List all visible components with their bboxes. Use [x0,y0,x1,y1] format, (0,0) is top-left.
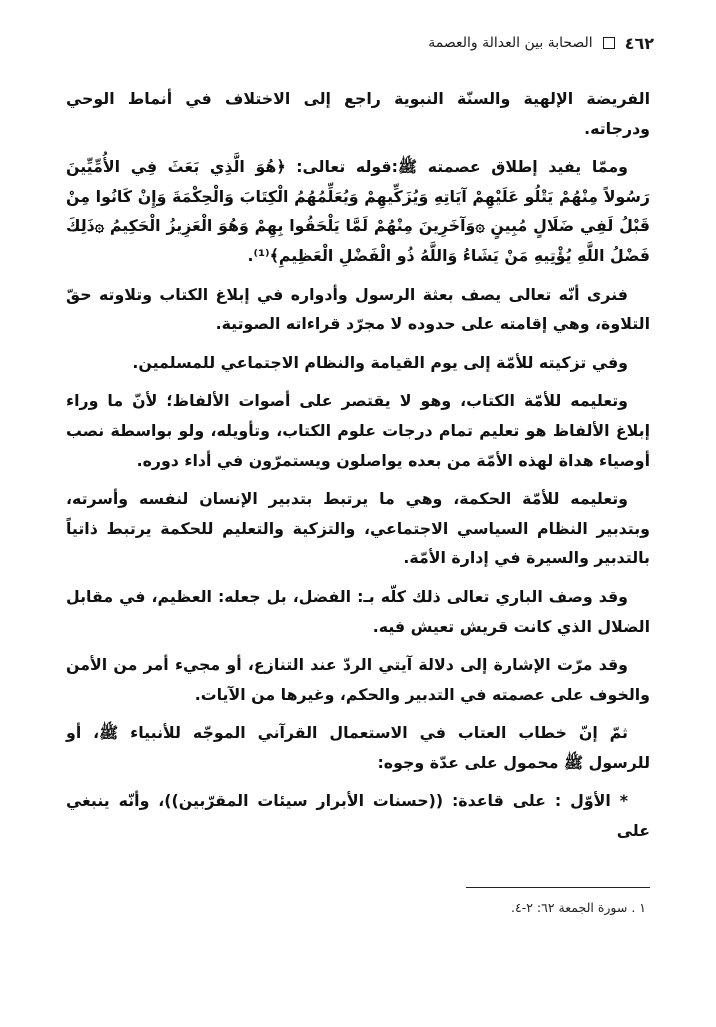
paragraph: * الأوّل : على قاعدة: ((حسنات الأبرار سيئات المقرّبين))، وأنّه ينبغي على [66,791,650,841]
body-text [66,84,650,855]
footnote: ١ . سورة الجمعة ٦٢: ٢-٤. [511,900,646,915]
paragraph: الفريضة الإلهية والسنّة النبوية راجع إلى الاختلاف في أنماط الوحي ودرجاته. [66,89,650,138]
footnote-divider [466,887,650,888]
running-title: الصحابة بين العدالة والعصمة [428,35,593,51]
page-number: ٤٦٢ [624,33,654,53]
header-square-icon [603,37,615,49]
paragraph: وفي تزكيته للأمّة إلى يوم القيامة والنظام الاجتماعي للمسلمين. [132,352,628,372]
paragraph: وتعليمه للأمّة الكتاب، وهو لا يقتصر على أصوات الألفاظ؛ لأنّ ما وراء إبلاغ الألفاظ هو تعليم تمام درجات علوم الكتاب، وتأويله، ولو بواسطة نصب أوصياء هداة لهذه الأمّة من بعده يواصلون ويستمرّون في أداء دوره. [66,391,650,470]
running-header [62,30,654,56]
paragraph: وتعليمه للأمّة الحكمة، وهي ما يرتبط بتدبير الإنسان لنفسه وأسرته، وبتدبير النظام السياسي الاجتماعي، والتزكية والتعليم للحكمة يرتبط ذاتياً بالتدبير والسيرة في إدارة الأمّة. [66,489,650,568]
header-spacer [62,43,418,44]
paragraph: وقد مرّت الإشارة إلى دلالة آيتي الردّ عند التنازع، أو مجيء أمر من الأمن والخوف على عصمته في التدبير والحكم، وغيرها من الآيات. [66,655,650,704]
paragraph: ثمّ إنّ خطاب العتاب في الاستعمال القرآني الموجّه للأنبياء ﷺ، أو للرسول ﷺ محمول على عدّة وجوه: [66,723,650,772]
paragraph: فنرى أنّه تعالى يصف بعثة الرسول وأدواره في إبلاغ الكتاب وتلاوته حقّ التلاوة، وهي إقامته على حدوده لا مجرّد قراءاته الصوتية. [66,284,650,334]
paragraph: وقد وصف الباري تعالى ذلك كلّه بـ: الفضل، بل جعله: العظيم، في مقابل الضلال الذي كانت قريش تعيش فيه. [66,586,650,636]
paragraph-with-quran-verse: وممّا يفيد إطلاق عصمته ﷺ:قوله تعالى: ﴿هُوَ الَّذِي بَعَثَ فِي الأُمِّيِّينَ رَسُولاً مِنْهُمْ يَتْلُو عَلَيْهِمْ آيَاتِهِ وَيُزَكِّيهِمْ وَيُعَلِّمُهُمُ الْكِتَابَ وَالْحِكْمَةَ وَإِنْ كَانُوا مِنْ قَبْلُ لَفِي ضَلَالٍ مُبِينٍ ۞وَآخَرِينَ مِنْهُمْ لَمَّا يَلْحَقُوا بِهِمْ وَهُوَ الْعَزِيزُ الْحَكِيمُ ۞ذَلِكَ فَضْلُ اللَّهِ يُؤْتِيهِ مَنْ يَشَاءُ وَاللَّهُ ذُو الْفَضْلِ الْعَظِيمِ﴾⁽¹⁾. [66,157,650,265]
